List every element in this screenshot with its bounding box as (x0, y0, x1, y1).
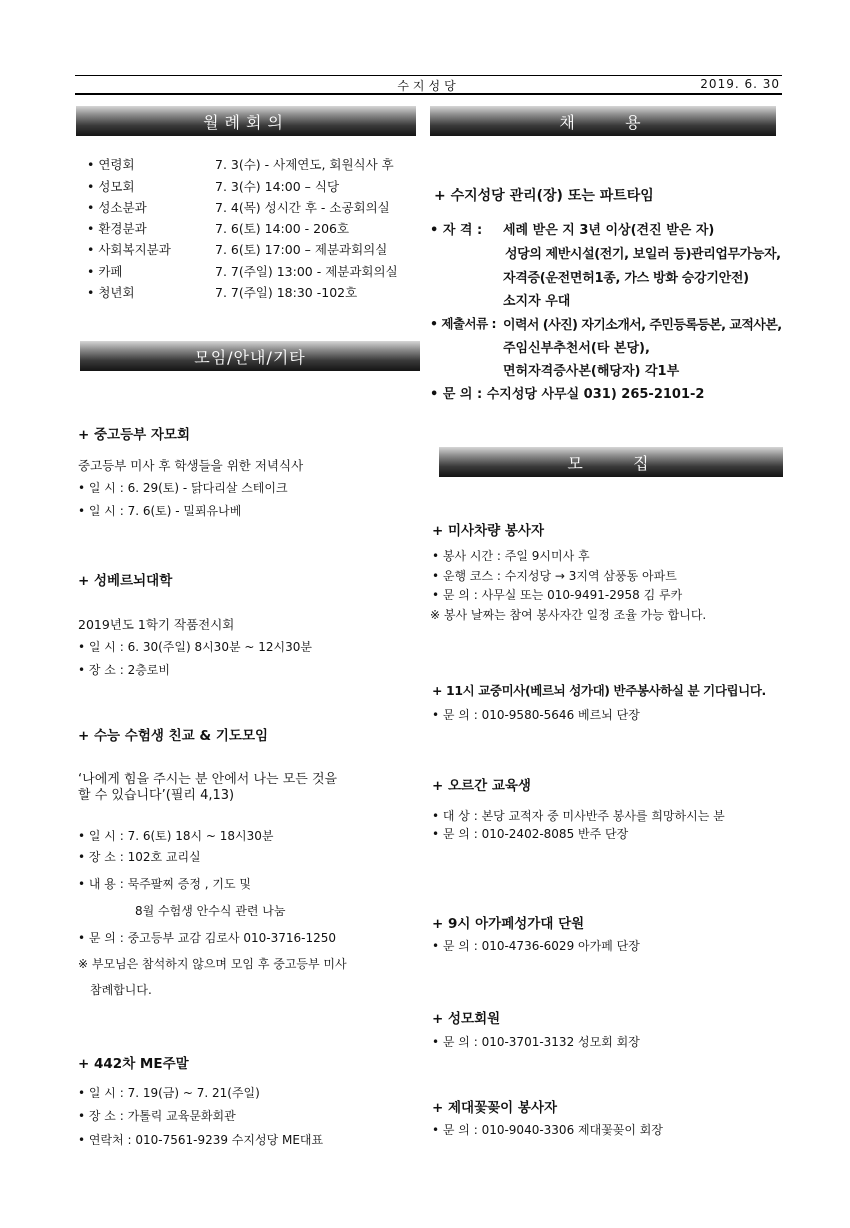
notice-heading-parents-meeting: + 중고등부 자모회 (78, 427, 190, 443)
issue-date: 2019. 6. 30 (700, 77, 780, 91)
recruit-line: • 봉사 시간 : 주일 9시미사 후 (432, 549, 590, 563)
hiring-qualification: 소지자 우대 (503, 294, 571, 309)
notice-note: 참례합니다. (90, 983, 152, 997)
notice-line: • 일 시 : 6. 30(주일) 8시30분 ~ 12시30분 (78, 640, 312, 654)
hiring-qualification-label: • 자 격 : (430, 223, 483, 238)
notice-quote-line: 할 수 있습니다’(필리 4,13) (78, 788, 235, 803)
meeting-detail: 7. 7(주일) 18:30 -102호 (215, 285, 358, 300)
section-title: 월례회의 (203, 112, 289, 132)
list-item: • 성모회 (87, 179, 135, 194)
notice-heading-me-weekend: + 442차 ME주말 (78, 1056, 189, 1072)
hiring-qualification: 성당의 제반시설(전기, 보일러 등)관리업무가능자, (505, 247, 781, 262)
list-item: • 사회복지분과 (87, 242, 171, 257)
notice-description: 2019년도 1학기 작품전시회 (78, 617, 235, 632)
section-bar-monthly-meetings (76, 106, 416, 136)
hiring-contact: • 문 의 : 수지성당 사무실 031) 265-2101-2 (430, 387, 705, 402)
recruit-line: • 문 의 : 사무실 또는 010-9491-2958 김 루카 (432, 588, 683, 602)
notice-line: • 일 시 : 7. 19(금) ~ 7. 21(주일) (78, 1086, 260, 1100)
notice-line: • 일 시 : 6. 29(토) - 닭다리살 스테이크 (78, 481, 288, 495)
hiring-documents: 이력서 (사진) 자기소개서, 주민등록등본, 교적사본, (503, 318, 782, 333)
notice-line: • 연락처 : 010-7561-9239 수지성당 ME대표 (78, 1133, 324, 1147)
recruit-heading-organ-student: + 오르간 교육생 (432, 778, 531, 794)
notice-heading-exam-prayer: + 수능 수험생 친교 & 기도모임 (78, 728, 269, 744)
recruit-heading-altar-flowers: + 제대꽃꽂이 봉사자 (432, 1100, 558, 1116)
recruit-line: • 운행 코스 : 수지성당 → 3지역 삼풍동 아파트 (432, 569, 677, 583)
notice-line: • 일 시 : 7. 6(토) - 밀푀유나베 (78, 504, 242, 518)
notice-line: • 내 용 : 묵주팔찌 증정 , 기도 및 (78, 877, 251, 891)
notice-line: • 장 소 : 2층로비 (78, 663, 170, 677)
list-item: • 환경분과 (87, 221, 147, 236)
meeting-name: 청년회 (98, 285, 135, 300)
recruit-line: • 문 의 : 010-9580-5646 베르뇌 단장 (432, 708, 640, 722)
section-title: 모 집 (567, 453, 655, 473)
hiring-qualification: 자격증(운전면허1종, 가스 방화 승강기안전) (503, 271, 749, 286)
header-rule-bottom (75, 93, 782, 95)
recruit-heading-driver: + 미사차량 봉사자 (432, 523, 544, 539)
meeting-detail: 7. 3(수) - 사제연도, 회원식사 후 (215, 157, 394, 172)
section-title: 채 용 (559, 112, 647, 132)
notice-description: 중고등부 미사 후 학생들을 위한 저녁식사 (78, 458, 304, 473)
notice-line: • 일 시 : 7. 6(토) 18시 ~ 18시30분 (78, 829, 274, 843)
hiring-documents: 주임신부추천서(타 본당), (503, 341, 650, 356)
recruit-line: • 문 의 : 010-9040-3306 제대꽃꽂이 회장 (432, 1123, 663, 1137)
list-item: • 연령회 (87, 157, 135, 172)
recruit-line: • 문 의 : 010-4736-6029 아가페 단장 (432, 939, 640, 953)
meeting-name: 성소분과 (98, 200, 147, 215)
hiring-documents-label: • 제출서류 : (430, 316, 496, 331)
meeting-name: 환경분과 (98, 221, 147, 236)
recruit-heading-accompanist: + 11시 교중미사(베르뇌 성가대) 반주봉사하실 분 기다립니다. (432, 683, 766, 698)
section-bar-notices (80, 341, 420, 371)
meeting-detail: 7. 3(수) 14:00 – 식당 (215, 179, 340, 194)
recruit-heading-mothers-association: + 성모회원 (432, 1011, 501, 1027)
recruit-line: • 문 의 : 010-3701-3132 성모회 회장 (432, 1035, 640, 1049)
notice-quote-line: ‘나에게 힘을 주시는 분 안에서 나는 모든 것을 (78, 772, 338, 787)
list-item: • 카페 (87, 264, 123, 279)
meeting-detail: 7. 4(목) 성시간 후 - 소공회의실 (215, 200, 390, 215)
list-item: • 청년회 (87, 285, 135, 300)
recruit-note: ※ 봉사 날짜는 참여 봉사자간 일정 조율 가능 합니다. (430, 608, 707, 622)
notice-note: ※ 부모님은 참석하지 않으며 모임 후 중고등부 미사 (78, 957, 347, 971)
section-title: 모임/안내/기타 (194, 347, 306, 367)
recruit-heading-choir: + 9시 아가페성가대 단원 (432, 916, 585, 932)
meeting-name: 연령회 (98, 157, 135, 172)
section-bar-recruitment (439, 447, 783, 477)
hiring-documents: 면허자격증사본(해당자) 각1부 (503, 364, 680, 379)
meeting-detail: 7. 6(토) 14:00 - 206호 (215, 221, 350, 236)
meeting-name: 카페 (98, 264, 123, 279)
recruit-line: • 대 상 : 본당 교적자 중 미사반주 봉사를 희망하시는 분 (432, 809, 725, 823)
notice-line: • 장 소 : 102호 교리실 (78, 850, 201, 864)
header-rule-top (75, 75, 782, 76)
notice-line: • 문 의 : 중고등부 교감 김로사 010-3716-1250 (78, 931, 336, 945)
hiring-heading: + 수지성당 관리(장) 또는 파트타임 (434, 188, 654, 204)
meeting-name: 사회복지분과 (98, 242, 171, 257)
hiring-qualification: 세례 받은 지 3년 이상(견진 받은 자) (503, 223, 715, 238)
meeting-detail: 7. 6(토) 17:00 – 제분과회의실 (215, 242, 388, 257)
meeting-name: 성모회 (98, 179, 135, 194)
section-bar-hiring (430, 106, 776, 136)
recruit-line: • 문 의 : 010-2402-8085 반주 단장 (432, 827, 629, 841)
notice-heading-university: + 성베르뇌대학 (78, 573, 173, 589)
parish-title: 수지성당 (397, 79, 460, 93)
notice-line: • 장 소 : 가톨릭 교육문화회관 (78, 1109, 236, 1123)
notice-line: 8월 수험생 안수식 관련 나눔 (135, 904, 286, 918)
list-item: • 성소분과 (87, 200, 147, 215)
meeting-detail: 7. 7(주일) 13:00 - 제분과회의실 (215, 264, 398, 279)
